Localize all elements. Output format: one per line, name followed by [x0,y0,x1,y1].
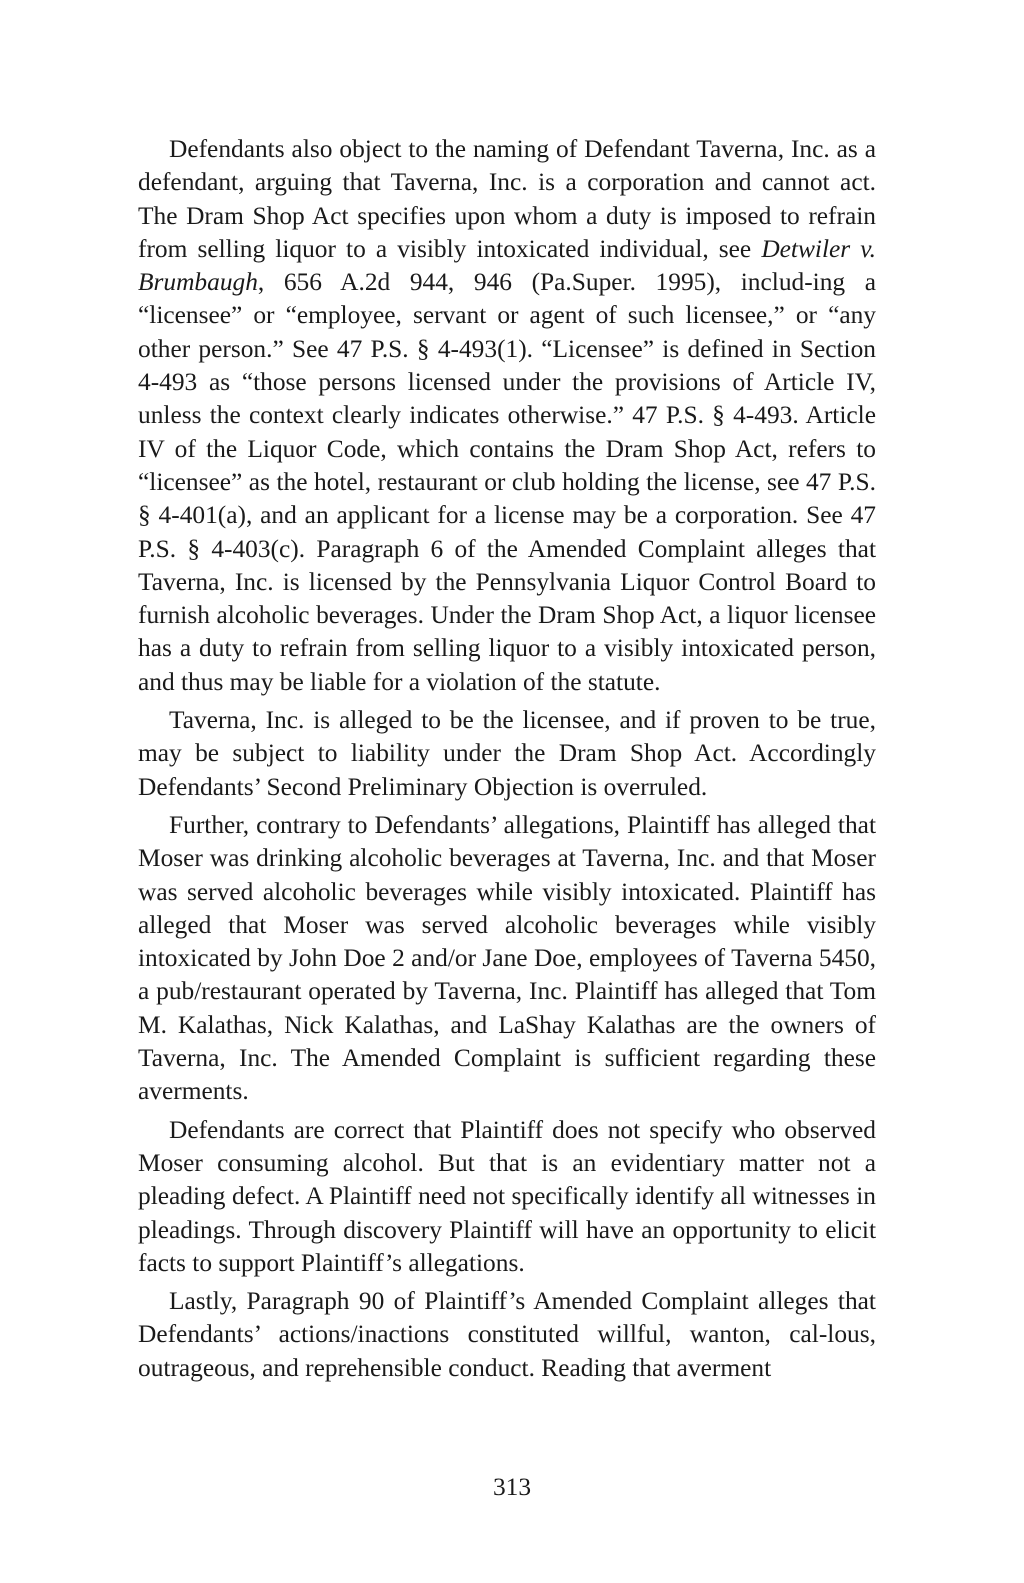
paragraph-4-text: Defendants are correct that Plaintiff does not specify who observed Moser consuming alcohol. But that is an evidentiary matter not a pleading defect. A Plaintiff need not specifically identify all witnesses in pleadings. Through discovery Plaintiff will have an opportunity to elicit facts to support Plaintiff’s allegations. [138,1115,876,1277]
paragraph-1-text-b: , 656 A.2d 944, 946 (Pa.Super. 1995), includ-ing a “licensee” or “employee, servant or agent of such licensee,” or “any other person.” See 47 P.S. § 4-493(1). “Licensee” is defined in Section 4-493 as “those persons licensed under the provisions of Article IV, unless the context clearly indicates otherwise.” 47 P.S. § 4-493. Article IV of the Liquor Code, which contains the Dram Shop Act, refers to “licensee” as the hotel, restaurant or club holding the license, see 47 P.S. § 4-401(a), and an applicant for a license may be a corporation. See 47 P.S. § 4-403(c). Paragraph 6 of the Amended Complaint alleges that Taverna, Inc. is licensed by the Pennsylvania Liquor Control Board to furnish alcoholic beverages. Under the Dram Shop Act, a liquor licensee has a duty to refrain from selling liquor to a visibly intoxicated person, and thus may be liable for a violation of the statute. [138,268,876,696]
paragraph-4 [138,1114,876,1280]
paragraph-5-text: Lastly, Paragraph 90 of Plaintiff’s Amended Complaint alleges that Defendants’ actions/inactions constituted willful, wanton, cal-lous, outrageous, and reprehensible conduct. Reading that averment [138,1287,876,1382]
paragraph-5 [138,1285,876,1385]
paragraph-3-text: Further, contrary to Defendants’ allegations, Plaintiff has alleged that Moser was drinking alcoholic beverages at Taverna, Inc. and that Moser was served alcoholic beverages while visibly intoxicated. Plaintiff has alleged that Moser was served alcoholic beverages while visibly intoxicated by John Doe 2 and/or Jane Doe, employees of Taverna 5450, a pub/restaurant operated by Taverna, Inc. Plaintiff has alleged that Tom M. Kalathas, Nick Kalathas, and LaShay Kalathas are the owners of Taverna, Inc. The Amended Complaint is sufficient regarding these averments. [138,810,876,1106]
document-body [138,133,876,1390]
page-number: 313 [492,1473,532,1501]
paragraph-1-text-a: Defendants also object to the naming of Defendant Taverna, Inc. as a defendant, arguing that Taverna, Inc. is a corporation and cannot act. The Dram Shop Act specifies upon whom a duty is imposed to refrain from selling liquor to a visibly intoxicated individual, see [138,135,876,263]
paragraph-2 [138,704,876,804]
paragraph-3 [138,809,876,1109]
case-citation: Detwiler v. Brumbaugh [138,234,877,297]
paragraph-2-text: Taverna, Inc. is alleged to be the licensee, and if proven to be true, may be subject to liability under the Dram Shop Act. Accordingly Defendants’ Second Preliminary Objection is overruled. [138,706,876,801]
paragraph-1 [138,133,876,699]
